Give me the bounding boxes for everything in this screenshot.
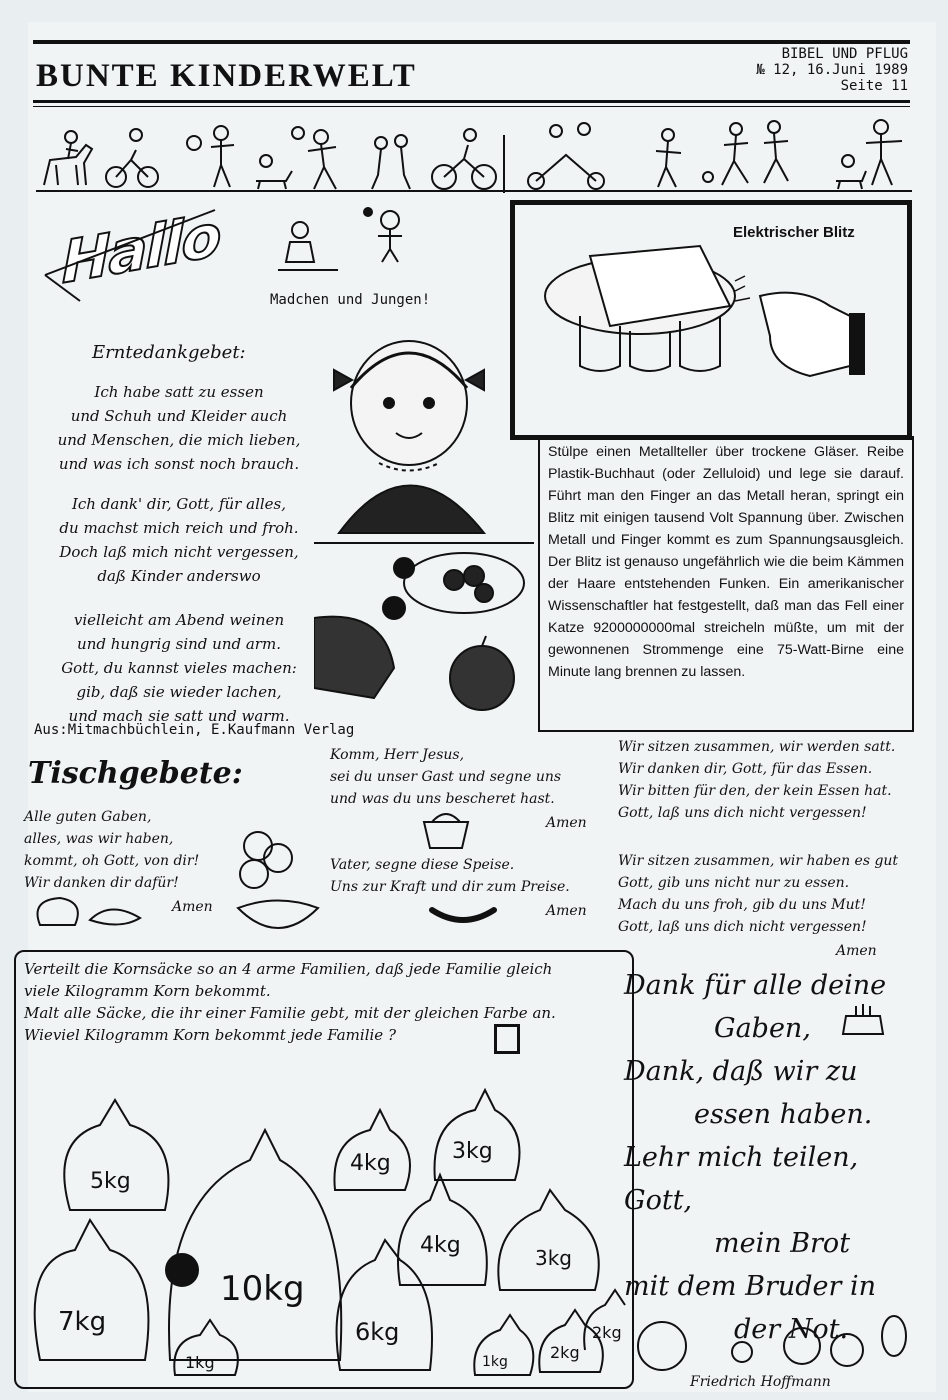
prayer-line: und was du uns bescheret hast. <box>330 791 555 807</box>
poem-line: und Schuh und Kleider auch <box>70 407 288 425</box>
experiment-text-box <box>538 436 914 732</box>
sack-label: 6kg <box>355 1318 400 1346</box>
poem-line: Doch laß mich nicht vergessen, <box>59 543 299 561</box>
dank-author: Friedrich Hoffmann <box>690 1374 831 1390</box>
poem-line: und was ich sonst noch brauch. <box>58 455 300 473</box>
hallo-lightning-arrow <box>40 205 250 305</box>
prayer-line: Alle guten Gaben, <box>24 809 152 825</box>
sausage-icon <box>428 900 498 928</box>
experiment-title: Elektrischer Blitz <box>733 224 855 241</box>
poem-line: daß Kinder anderswo <box>97 567 261 585</box>
sack-7kg <box>35 1220 149 1360</box>
issue-number: № 12, 16.Juni 1989 <box>756 62 908 78</box>
dank-line: Lehr mich teilen, Gott, <box>624 1142 859 1216</box>
poem-line: vielleicht am Abend weinen <box>73 611 285 629</box>
prayer-line: Wir sitzen zusammen, wir haben es gut <box>618 853 899 869</box>
puzzle-line: Wieviel Kilogramm Korn bekommt jede Familie ? <box>24 1026 396 1044</box>
sack-label: 5kg <box>90 1169 131 1194</box>
sack-label: 4kg <box>420 1233 461 1258</box>
poem-line: Ich habe satt zu essen <box>94 383 264 401</box>
poem-stanza-1 <box>34 380 324 476</box>
prayer-line: Wir bitten für den, der kein Essen hat. <box>618 783 892 799</box>
cake-icon <box>838 996 888 1040</box>
puzzle-line: Verteilt die Kornsäcke so an 4 arme Familien, daß jede Familie gleich <box>24 960 553 978</box>
sack-label: 1kg <box>185 1353 215 1372</box>
prayer-line: alles, was wir haben, <box>24 831 174 847</box>
children-playing-frieze <box>36 115 912 195</box>
prayer-1-amen: Amen <box>172 899 213 915</box>
answer-box[interactable] <box>494 1024 520 1054</box>
bicycle-figure-2 <box>432 129 496 189</box>
poem-stanza-2 <box>34 492 324 588</box>
prayer-2-amen: Amen <box>546 815 587 831</box>
prayer-line: Gott, laß uns dich nicht vergessen! <box>618 805 867 821</box>
sack-label: 4kg <box>350 1151 391 1176</box>
dank-line: essen haben. <box>694 1099 873 1130</box>
prayer-3 <box>330 854 570 898</box>
poem-line: und hungrig sind und arm. <box>77 635 281 653</box>
prayer-line: sei du unser Gast und segne uns <box>330 769 562 785</box>
sack-4kg-a <box>334 1110 410 1190</box>
dank-line: der Not. <box>734 1314 849 1345</box>
puzzle-text <box>24 958 556 1046</box>
prayer-3-amen: Amen <box>546 903 587 919</box>
poem-stanza-3 <box>34 608 324 728</box>
jumping-girl-icon <box>278 218 338 276</box>
sack-label: 3kg <box>535 1246 573 1270</box>
header-top-rule <box>33 40 910 44</box>
children-group-figure <box>372 135 410 189</box>
fruit-pear-icon <box>30 890 160 930</box>
prayer-line: Wir danken dir, Gott, für das Essen. <box>618 761 873 777</box>
grain-sacks-illustration <box>20 1060 628 1380</box>
prayer-5 <box>618 850 898 938</box>
puzzle-line: Malt alle Säcke, die ihr einer Familie gebt, mit der gleichen Farbe an. <box>24 1004 556 1022</box>
bicycle-figure-1 <box>106 129 158 187</box>
prayer-line: Komm, Herr Jesus, <box>330 747 465 763</box>
sack-label: 10kg <box>220 1269 305 1309</box>
sack-label: 2kg <box>550 1343 580 1362</box>
poem-title: Erntedankgebet: <box>92 342 246 363</box>
dank-line: mit dem Bruder in <box>624 1271 877 1302</box>
fruits-and-vegetables-icon <box>632 1312 912 1374</box>
paper-name: BIBEL UND PFLUG <box>781 46 908 62</box>
prayer-line: Uns zur Kraft und dir zum Preise. <box>330 879 570 895</box>
prayer-4 <box>618 736 895 824</box>
ball-player-figure <box>656 129 713 187</box>
issue-info <box>756 46 908 94</box>
poem-line: Ich dank' dir, Gott, für alles, <box>71 495 287 513</box>
poem-line: und mach sie satt und warm. <box>68 707 290 725</box>
runner-figure-2 <box>764 121 788 183</box>
prayer-line: Mach du uns froh, gib du uns Mut! <box>618 897 866 913</box>
dank-line: mein Brot <box>714 1228 851 1259</box>
sack-label: 2kg <box>592 1323 622 1342</box>
prayer-line: Gott, laß uns dich nicht vergessen! <box>618 919 867 935</box>
prayer-line: Vater, segne diese Speise. <box>330 857 515 873</box>
poem-line: Gott, du kannst vieles machen: <box>61 659 297 677</box>
prayer-line: Gott, gib uns nicht nur zu essen. <box>618 875 850 891</box>
prayer-5-amen: Amen <box>836 943 877 959</box>
dog-figure-1 <box>256 155 292 189</box>
girl-figure <box>866 120 902 185</box>
puzzle-line: viele Kilogramm Korn bekommt. <box>24 982 271 1000</box>
sack-10kg <box>169 1130 341 1360</box>
plate-and-finger-illustration <box>540 236 890 406</box>
horse-rider-figure <box>44 131 92 185</box>
sack-3kg-b <box>498 1190 598 1290</box>
boy-with-ball-icon <box>360 204 410 264</box>
poem-source: Aus:Mitmachbüchlein, E.Kaufmann Verlag <box>34 722 355 738</box>
hallo-greeting: Madchen und Jungen! <box>270 292 431 308</box>
basket-icon <box>420 806 472 850</box>
poem-line: du machst mich reich und froh. <box>59 519 299 537</box>
tischgebete-heading: Tischgebete: <box>28 756 243 791</box>
sack-3kg-a <box>435 1090 520 1180</box>
dank-line: Dank, daß wir zu <box>624 1056 858 1087</box>
tandem-bike-figure <box>528 123 604 189</box>
sack-label: 7kg <box>58 1307 107 1337</box>
page-title: BUNTE KINDERWELT <box>36 58 417 94</box>
page-number: Seite 11 <box>840 78 908 94</box>
girl-with-food-illustration <box>314 318 534 730</box>
dank-line: Gaben, <box>714 1013 811 1044</box>
hallo-heading: Hallo <box>62 201 220 297</box>
header-bottom-rule <box>33 100 910 103</box>
dog-figure-2 <box>836 155 866 189</box>
prayer-line: Wir sitzen zusammen, wir werden satt. <box>618 739 896 755</box>
poem-line: gib, daß sie wieder lachen, <box>76 683 282 701</box>
fruit-bowl-icon <box>228 818 323 933</box>
prayer-line: Wir danken dir dafür! <box>24 875 179 891</box>
dank-line: Dank für alle deine <box>624 970 887 1001</box>
badminton-figure <box>292 127 336 189</box>
prayer-line: kommt, oh Gott, von dir! <box>24 853 200 869</box>
header-thin-rule <box>33 106 910 107</box>
prayer-2 <box>330 744 561 810</box>
runner-figure-1 <box>722 123 748 185</box>
experiment-text: Stülpe einen Metallteller über trockene Gläser. Reibe Plastik-Buchhaut (oder Zelluloid) und lege sie darauf. Führt man den Finger an das Metall heran, springt ein Blitz mit einigen tausend Volt Spannung über. Zwischen Metall und Finger kommt es zum Spannungsausgleich. Der Blitz ist genauso ungefährlich wie die beim Kämmen der Haare entstehenden Funken. Ein amerikanischer Wissenschaftler hat festgestellt, daß man das Fell einer Katze 9200000000mal streicheln müßte, um mit der gewonnenen Strommenge eine 75-Watt-Birne eine Minute lang brennen zu lassen. <box>548 444 904 680</box>
poem-line: und Menschen, die mich lieben, <box>57 431 301 449</box>
sack-label: 1kg <box>482 1354 508 1370</box>
girl-with-racket-figure <box>187 126 234 187</box>
prayer-1 <box>24 806 199 894</box>
sack-6kg <box>337 1240 432 1370</box>
sack-label: 3kg <box>452 1139 493 1164</box>
